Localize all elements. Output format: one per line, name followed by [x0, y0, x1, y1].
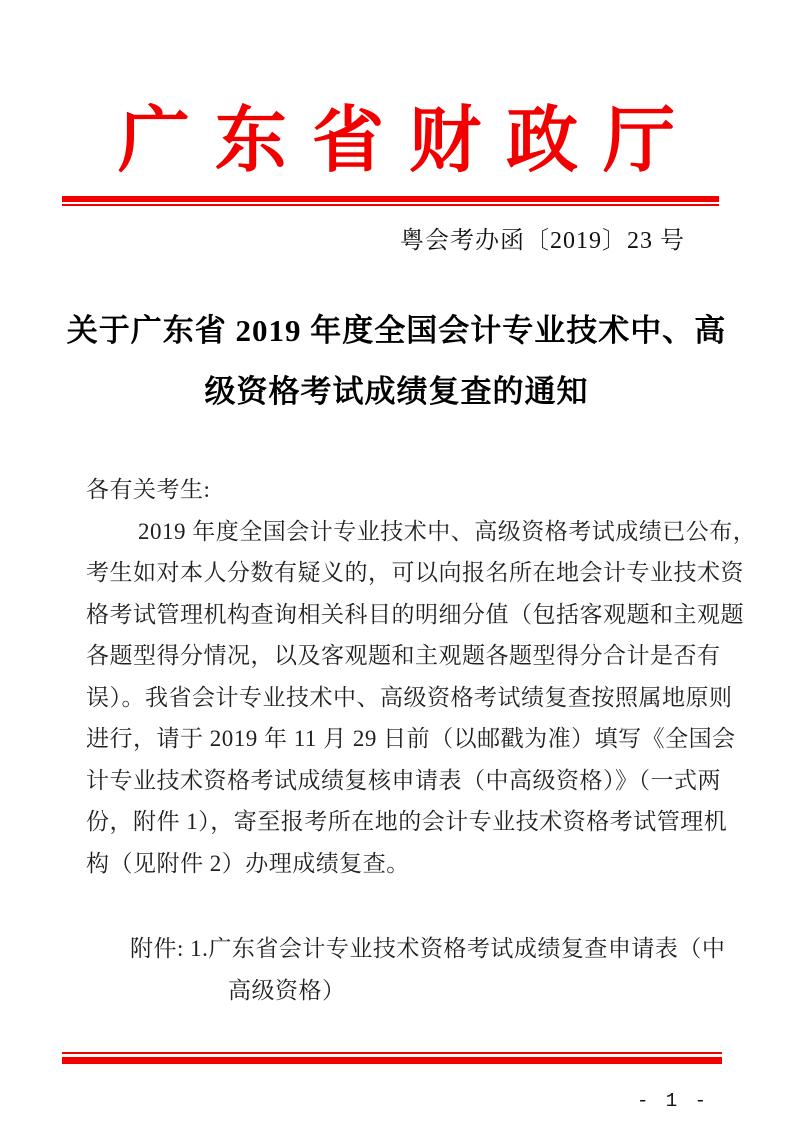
footer-rule-thick — [62, 1057, 722, 1064]
attachment-line2: 高级资格） — [228, 977, 346, 1003]
document-title-line2: 级资格考试成绩复查的通知 — [204, 374, 589, 409]
document-number: 粤会考办函〔2019〕23 号 — [400, 228, 685, 254]
document-body — [86, 469, 757, 1011]
paragraph-line: 考生如对本人分数有疑义的，可以向报名所在地会计专业技术资 — [86, 560, 744, 585]
paragraph-line: 计专业技术资格考试成绩复核申请表（中高级资格）》（一式两 — [86, 767, 721, 793]
salutation: 各有关考生: — [86, 477, 211, 502]
paragraph-line: 份，附件 1），寄至报考所在地的会计专业技术资格考试管理机 — [86, 809, 728, 834]
agency-letterhead: 广 东 省 财 政 厅 — [117, 97, 676, 182]
paragraph-line: 格考试管理机构查询相关科目的明细分值（包括客观题和主观题 — [86, 601, 744, 627]
page-number: - 1 - — [636, 1090, 709, 1112]
document-title-line1: 关于广东省 2019 年度全国会计专业技术中、高 — [66, 313, 727, 348]
attachment-note — [86, 928, 746, 1011]
paragraph-line: 2019 年度全国会计专业技术中、高级资格考试成绩已公布， — [138, 518, 757, 544]
letterhead-rule-thin — [62, 204, 719, 206]
attachment-line1: 附件: 1.广东省会计专业技术资格考试成绩复查申请表（中 — [130, 936, 726, 961]
letterhead-rule — [62, 196, 719, 206]
paragraph-line: 构（见附件 2）办理成绩复查。 — [86, 850, 410, 876]
footer-rule — [62, 1052, 722, 1064]
paragraph-line: 各题型得分情况，以及客观题和主观题各题型得分合计是否有 — [86, 643, 721, 668]
paragraph-line: 进行，请于 2019 年 11 月 29 日前（以邮戳为准）填写《全国会 — [86, 726, 736, 751]
paragraph-line: 误）。我省会计专业技术中、高级资格考试绩复查按照属地原则 — [86, 684, 733, 710]
document-title — [0, 300, 793, 422]
